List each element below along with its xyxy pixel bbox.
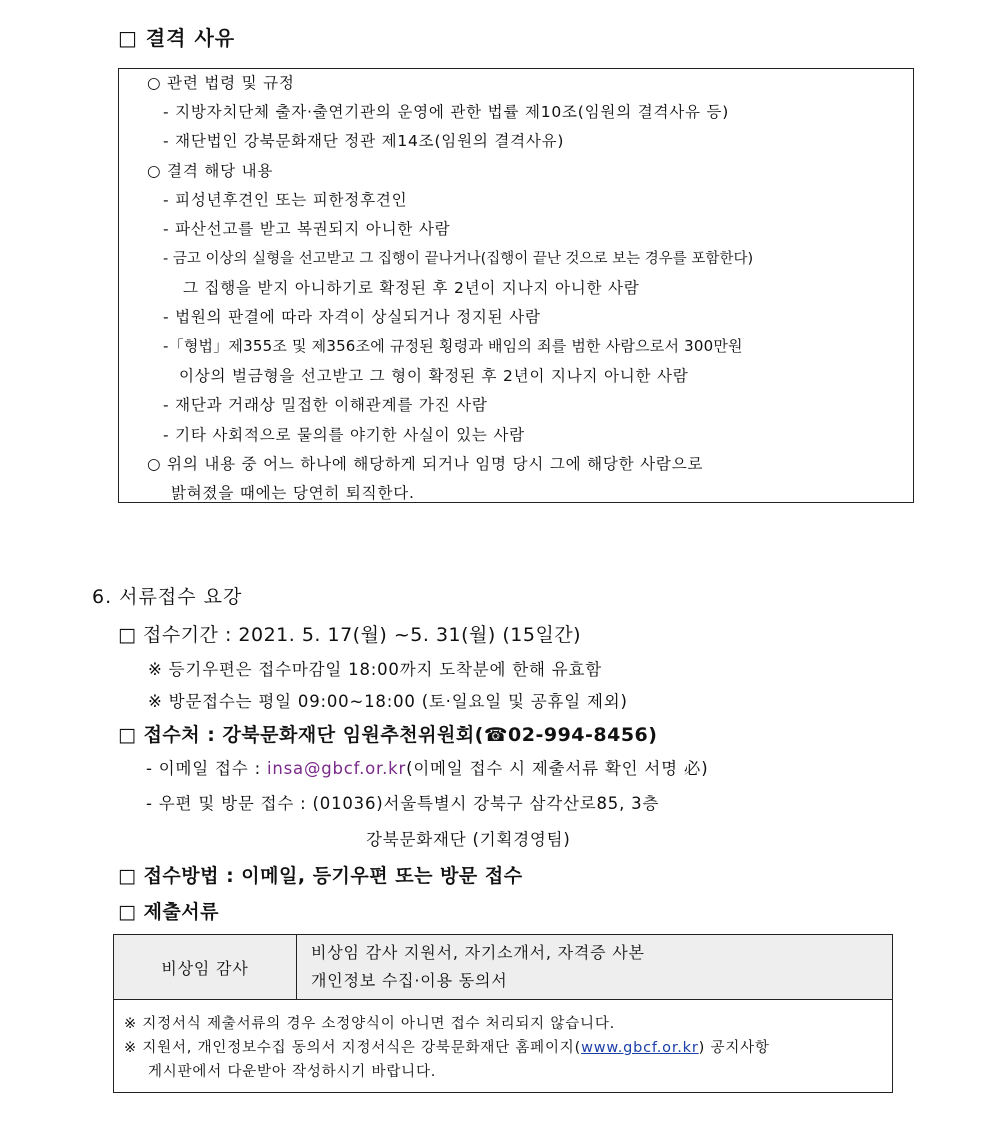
disq-line: - 금고 이상의 실형을 선고받고 그 집행이 끝나거나(집행이 끝난 것으로 보는 경우를 포함한다)	[163, 251, 754, 267]
post-line: - 우편 및 방문 접수 : (01036)서울특별시 강북구 삼각산로85, 3층	[146, 794, 660, 813]
disq-line: - 피성년후견인 또는 피한정후견인	[163, 191, 408, 209]
disq-line: 밝혀졌을 때에는 당연히 퇴직한다.	[171, 484, 415, 502]
disq-line: 이상의 벌금형을 선고받고 그 형이 확정된 후 2년이 지나지 아니한 사람	[179, 367, 689, 385]
docs-notes-cell	[114, 1000, 893, 1093]
docs-note: ※ 지정서식 제출서류의 경우 소정양식이 아니면 접수 처리되지 않습니다.	[124, 1016, 616, 1032]
docs-note	[124, 1036, 882, 1060]
submission-note: ※ 방문접수는 평일 09:00~18:00 (토·일요일 및 공휴일 제외)	[148, 692, 628, 711]
disq-line: -「형법」제355조 및 제356조에 규정된 횡령과 배임의 죄를 범한 사람으로서 300만원	[163, 337, 743, 355]
section-heading-submission: 6. 서류접수 요강	[92, 586, 243, 608]
docs-note: 게시판에서 다운받아 작성하시기 바랍니다.	[148, 1064, 437, 1080]
docs-item: 개인정보 수집·이용 동의서	[311, 971, 508, 990]
disq-line: - 지방자치단체 출자·출연기관의 운영에 관한 법률 제10조(임원의 결격사유 등)	[163, 103, 730, 121]
section-heading-disqualification: □ 결격 사유	[118, 26, 236, 50]
docs-note-text: ※ 지원서, 개인정보수집 동의서 지정서식은 강북문화재단 홈페이지(	[124, 1040, 582, 1056]
submission-note: ※ 등기우편은 접수마감일 18:00까지 도착분에 한해 유효함	[148, 660, 602, 679]
docs-note-text: ) 공지사항	[698, 1040, 770, 1056]
disq-line: - 파산선고를 받고 복권되지 아니한 사람	[163, 220, 451, 238]
docs-items-cell	[297, 935, 893, 1000]
table-row	[114, 1000, 893, 1093]
email-label: - 이메일 접수 :	[146, 759, 267, 778]
email-line	[146, 755, 708, 779]
disq-line: - 재단법인 강북문화재단 정관 제14조(임원의 결격사유)	[163, 132, 565, 150]
homepage-link[interactable]: www.gbcf.or.kr	[581, 1040, 699, 1056]
email-note: (이메일 접수 시 제출서류 확인 서명 必)	[406, 759, 709, 778]
docs-table	[113, 934, 893, 1093]
docs-heading: □ 제출서류	[118, 901, 219, 923]
post-line-2: 강북문화재단 (기획경영팀)	[366, 830, 571, 849]
docs-role-cell: 비상임 감사	[114, 935, 297, 1000]
disq-line: - 재단과 거래상 밀접한 이해관계를 가진 사람	[163, 396, 488, 414]
table-row	[114, 935, 893, 1000]
disq-line: - 법원의 판결에 따라 자격이 상실되거나 정지된 사람	[163, 308, 541, 326]
submission-place: □ 접수처 : 강북문화재단 임원추천위원회(☎02-994-8456)	[118, 724, 658, 746]
disq-line: ○ 결격 해당 내용	[147, 162, 274, 180]
disq-line: ○ 위의 내용 중 어느 하나에 해당하게 되거나 임명 당시 그에 해당한 사람으로	[147, 455, 704, 473]
submission-period: □ 접수기간 : 2021. 5. 17(월) ~5. 31(월) (15일간)	[118, 624, 582, 646]
email-link[interactable]: insa@gbcf.or.kr	[267, 759, 407, 778]
disq-line: - 기타 사회적으로 물의를 야기한 사실이 있는 사람	[163, 426, 525, 444]
docs-item: 비상임 감사 지원서, 자기소개서, 자격증 사본	[311, 943, 645, 962]
submission-method: □ 접수방법 : 이메일, 등기우편 또는 방문 접수	[118, 865, 523, 887]
disq-line: ○ 관련 법령 및 규정	[147, 74, 295, 92]
disqualification-box	[118, 68, 914, 503]
disq-line: 그 집행을 받지 아니하기로 확정된 후 2년이 지나지 아니한 사람	[183, 279, 640, 297]
